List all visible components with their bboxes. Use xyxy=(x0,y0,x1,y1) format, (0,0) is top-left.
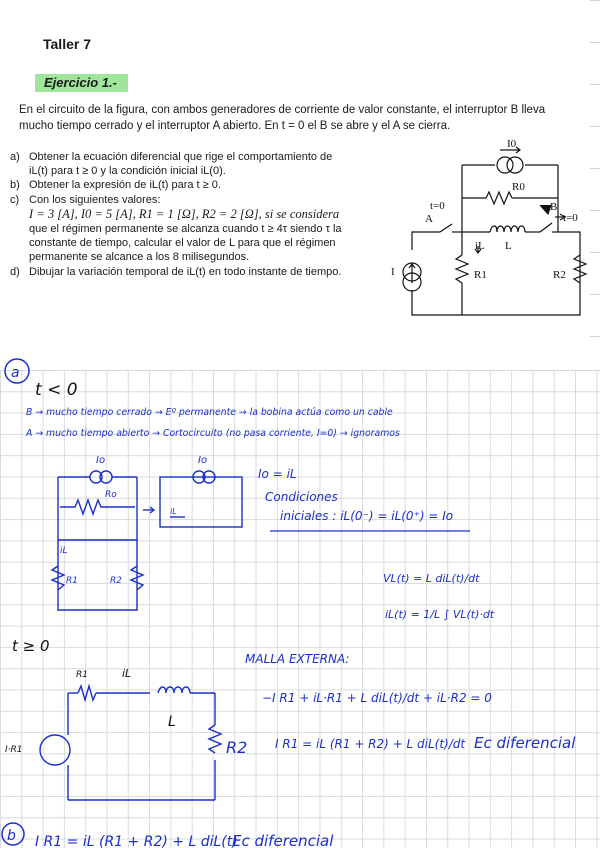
sketch-label-io: Io xyxy=(96,455,106,466)
kvl-equation: −I R1 + iL·R1 + L diL(t)/dt + iL·R2 = 0 xyxy=(262,691,492,705)
sketch-circuit-2 xyxy=(40,686,221,800)
sketch-label-r1: R1 xyxy=(66,576,78,586)
label-il: iL xyxy=(475,240,485,252)
circuit-labels xyxy=(391,138,578,281)
sketch2-label-il: iL xyxy=(170,507,177,516)
circuit-diagram xyxy=(403,147,586,315)
sketch2-r2: R2 xyxy=(226,738,248,757)
label-io: I0 xyxy=(507,138,517,150)
diff-equation-label: Ec diferencial xyxy=(474,734,576,752)
label-r1: R1 xyxy=(474,269,487,281)
question-c: c) Con los siguientes valores: I = 3 [A], I0 = 5 [A], R1 = 1 [Ω], R2 = 2 [Ω], si se considera que el régimen permanente se alcanza cuando t ≥ 4τ siendo τ la constante de tiempo, calcular el valor de L para que el régimen permanente se alcance a los 8 milisegundos. xyxy=(10,193,342,264)
label-t0-b: t=0 xyxy=(563,212,578,224)
sketch2-source: I·R1 xyxy=(5,745,23,755)
question-d: d) Dibujar la variación temporal de iL(t) en todo instante de tiempo. xyxy=(10,265,342,278)
page-title: Taller 7 xyxy=(43,36,91,52)
label-b: B xyxy=(550,201,558,213)
sketch-circuit-1 xyxy=(52,471,242,610)
note-switch-b: B → mucho tiempo cerrado → Eº permanente → la bobina actúa como un cable xyxy=(26,407,393,418)
label-ro: R0 xyxy=(512,181,525,193)
part-a-label: a xyxy=(11,365,20,381)
sketch2-il: iL xyxy=(122,667,132,680)
initial-conditions-2: iniciales : iL(0⁻) = iL(0⁺) = Io xyxy=(280,509,454,523)
label-l: L xyxy=(505,240,512,252)
label-i: I xyxy=(391,266,395,278)
part-b-label: b xyxy=(7,828,16,844)
sketch2-label-io: Io xyxy=(198,455,208,466)
initial-conditions-1: Condiciones xyxy=(265,490,338,504)
sketch-label-il: iL xyxy=(60,546,68,556)
t-ge-zero: t ≥ 0 xyxy=(12,637,50,655)
question-b: b) Obtener la expresión de iL(t) para t ≥ 0. xyxy=(10,179,221,192)
label-r2: R2 xyxy=(553,269,566,281)
exercise-intro: En el circuito de la figura, con ambos generadores de corriente de valor constante, el interruptor B lleva mucho tiempo cerrado y el interruptor A abierto. En t = 0 el B se abre y el A se cierra. xyxy=(19,104,546,132)
diff-equation: I R1 = iL (R1 + R2) + L diL(t)/dt xyxy=(275,737,466,751)
note-switch-a: A → mucho tiempo abierto → Cortocircuito (no pasa corriente, I=0) → ignoramos xyxy=(26,428,400,439)
malla-externa: MALLA EXTERNA: xyxy=(245,652,350,666)
label-a: A xyxy=(425,213,433,225)
diff-equation-b: I R1 = iL (R1 + R2) + L diL(t) xyxy=(35,834,238,848)
label-t0-a: t=0 xyxy=(430,200,445,212)
sketch2-l: L xyxy=(168,714,176,730)
exercise-heading: Ejercicio 1.- xyxy=(35,74,128,92)
diff-equation-b-label: Ec diferencial xyxy=(232,832,334,848)
vl-equation: VL(t) = L diL(t)/dt xyxy=(383,572,480,585)
io-equals-il: Io = iL xyxy=(258,467,297,481)
question-a: a) Obtener la ecuación diferencial que rige el comportamiento de iL(t) para t ≥ 0 y la condición inicial iL(0). xyxy=(10,151,333,178)
il-integral: iL(t) = 1/L ∫ VL(t)·dt xyxy=(385,608,495,621)
sketch-label-ro: Ro xyxy=(105,490,117,500)
sketch2-r1: R1 xyxy=(76,670,88,680)
handwritten-notes xyxy=(2,359,576,848)
t-less-zero: t < 0 xyxy=(35,380,78,400)
sketch-label-r2: R2 xyxy=(110,576,122,586)
